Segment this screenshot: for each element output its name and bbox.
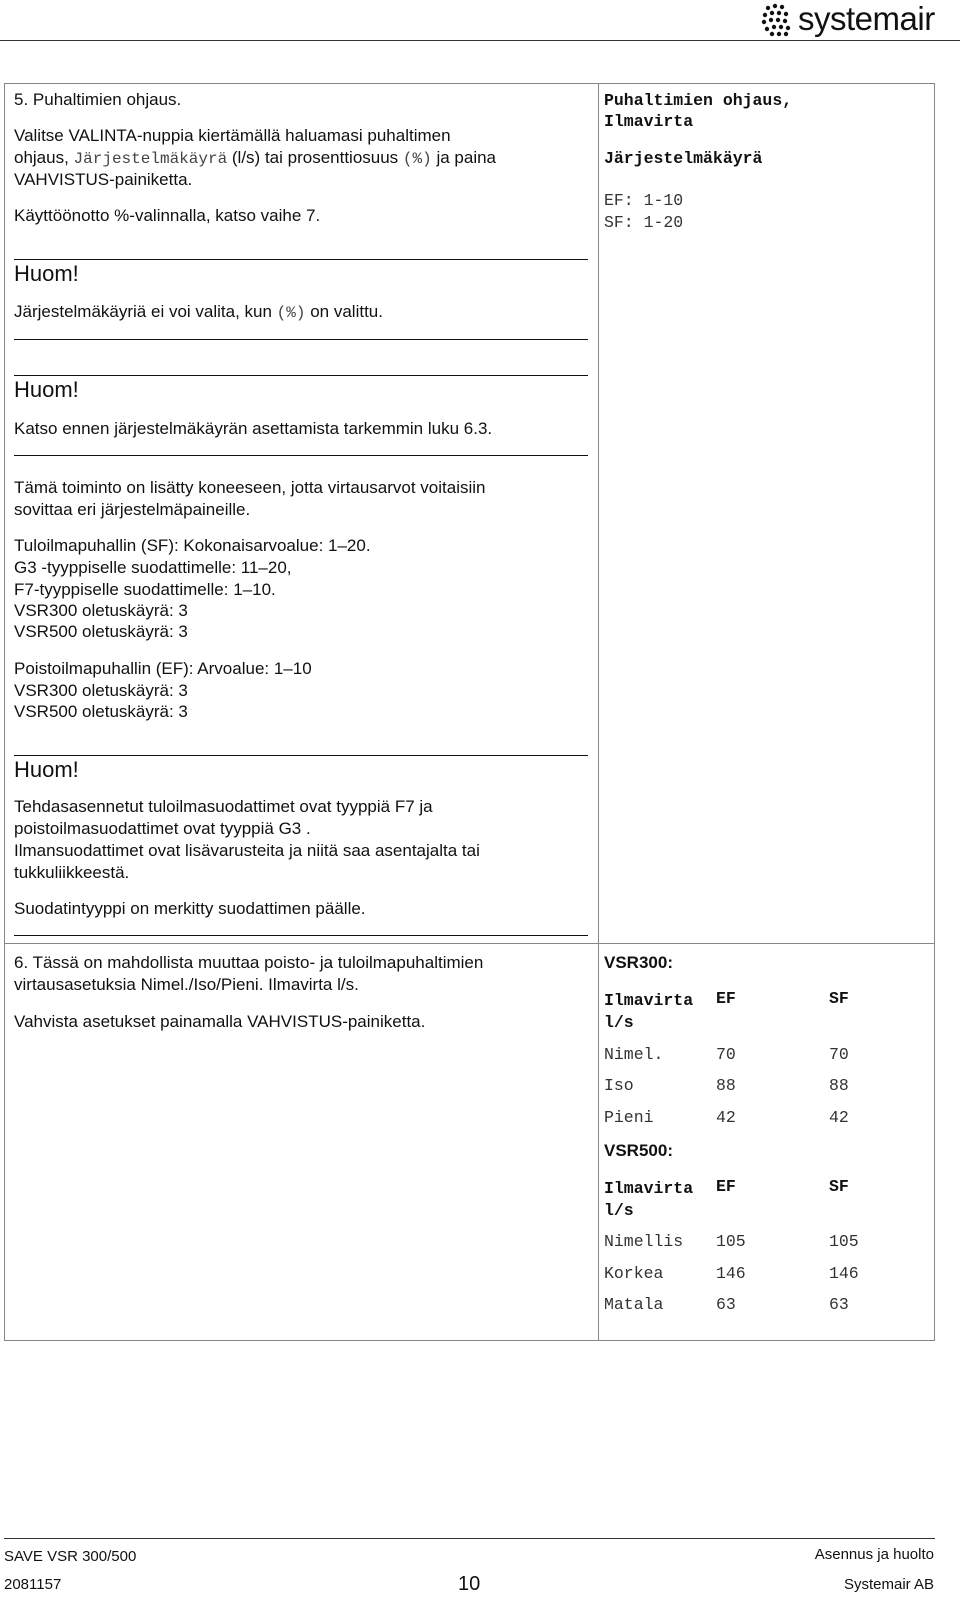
text: ja paina xyxy=(431,148,497,167)
vsr500-head-unit: l/s xyxy=(604,1201,634,1220)
text: Järjestelmäkäyriä ei voi valita, kun xyxy=(14,302,277,321)
code-text: (%) xyxy=(402,150,432,168)
note3-line4: tukkuliikkeestä. xyxy=(14,863,130,882)
note-rule xyxy=(14,935,588,936)
sf-line5: VSR500 oletuskäyrä: 3 xyxy=(14,622,188,641)
text: (l/s) tai prosenttiosuus xyxy=(227,148,403,167)
vsr300-row-label: Iso xyxy=(604,1076,634,1095)
note3-line3: Ilmansuodattimet ovat lisävarusteita ja niitä saa asentajalta tai xyxy=(14,841,480,860)
note-rule xyxy=(14,755,588,756)
step6-line1: 6. Tässä on mahdollista muuttaa poisto- ja tuloilmapuhaltimien xyxy=(14,953,484,972)
text: on valittu. xyxy=(305,302,383,321)
ef-line1: Poistoilmapuhallin (EF): Arvoalue: 1–10 xyxy=(14,659,312,678)
logo-text: systemair xyxy=(798,0,935,37)
ef-line2: VSR300 oletuskäyrä: 3 xyxy=(14,681,188,700)
step5-heading: 5. Puhaltimien ohjaus. xyxy=(14,90,182,109)
vsr500-row-ef: 105 xyxy=(716,1232,746,1251)
step5-para1-line1: Valitse VALINTA-nuppia kiertämällä haluamasi puhaltimen xyxy=(14,126,451,145)
display-line4: EF: 1-10 xyxy=(604,191,684,210)
vsr300-title: VSR300: xyxy=(604,953,673,972)
vsr500-row-sf: 146 xyxy=(829,1264,859,1283)
step5-para1-line2 xyxy=(14,147,496,170)
display-line1: Puhaltimien ohjaus, xyxy=(604,91,793,110)
vsr300-head-sf: SF xyxy=(829,989,849,1008)
vsr500-row-ef: 63 xyxy=(716,1295,736,1314)
vsr500-row-label: Korkea xyxy=(604,1264,664,1283)
vsr300-row-sf: 88 xyxy=(829,1076,849,1095)
logo-dots-icon xyxy=(760,2,798,38)
footer-doc-number: 2081157 xyxy=(4,1576,62,1593)
vsr500-row-label: Nimellis xyxy=(604,1232,684,1251)
note1-title: Huom! xyxy=(14,261,79,286)
vsr300-row-ef: 42 xyxy=(716,1108,736,1127)
code-text: Järjestelmäkäyrä xyxy=(73,150,228,168)
note3-title: Huom! xyxy=(14,757,79,782)
sf-line3: F7-tyyppiselle suodattimelle: 1–10. xyxy=(14,580,276,599)
footer-rule xyxy=(4,1538,935,1539)
vsr300-head-ef: EF xyxy=(716,989,736,1008)
vsr500-row-ef: 146 xyxy=(716,1264,746,1283)
header-rule xyxy=(0,40,960,41)
note-rule xyxy=(14,455,588,456)
vsr500-title: VSR500: xyxy=(604,1141,673,1160)
footer-model: SAVE VSR 300/500 xyxy=(4,1548,137,1565)
row-divider xyxy=(4,943,935,944)
footer-company: Systemair AB xyxy=(843,1576,934,1593)
note3-line1: Tehdasasennetut tuloilmasuodattimet ovat tyyppiä F7 ja xyxy=(14,797,433,816)
note-rule xyxy=(14,259,588,260)
sf-line4: VSR300 oletuskäyrä: 3 xyxy=(14,601,188,620)
vsr300-row-ef: 88 xyxy=(716,1076,736,1095)
footer-section: Asennus ja huolto xyxy=(814,1546,934,1563)
display-line5: SF: 1-20 xyxy=(604,213,684,232)
info-line1: Tämä toiminto on lisätty koneeseen, jotta virtausarvot voitaisiin xyxy=(14,478,486,497)
vsr300-row-label: Pieni xyxy=(604,1108,654,1127)
note3-line2: poistoilmasuodattimet ovat tyyppiä G3 . xyxy=(14,819,311,838)
note1-text xyxy=(14,301,383,324)
vsr500-row-label: Matala xyxy=(604,1295,664,1314)
note-rule xyxy=(14,375,588,376)
step6-line3: Vahvista asetukset painamalla VAHVISTUS-painiketta. xyxy=(14,1012,426,1031)
note2-text: Katso ennen järjestelmäkäyrän asettamista tarkemmin luku 6.3. xyxy=(14,419,493,438)
sf-line1: Tuloilmapuhallin (SF): Kokonaisarvoalue: 1–20. xyxy=(14,536,371,555)
vsr300-head-unit: l/s xyxy=(604,1013,634,1032)
column-divider-bottom xyxy=(598,943,599,1341)
vsr300-row-label: Nimel. xyxy=(604,1045,664,1064)
vsr500-head-ef: EF xyxy=(716,1177,736,1196)
info-line2: sovittaa eri järjestelmäpaineille. xyxy=(14,500,251,519)
note3-line5: Suodatintyyppi on merkitty suodattimen päälle. xyxy=(14,899,366,918)
step5-para2: Käyttöönotto %-valinnalla, katso vaihe 7. xyxy=(14,206,321,225)
ef-line3: VSR500 oletuskäyrä: 3 xyxy=(14,702,188,721)
code-text: (%) xyxy=(276,304,306,322)
vsr500-row-sf: 63 xyxy=(829,1295,849,1314)
vsr500-head-airflow: Ilmavirta xyxy=(604,1179,694,1198)
page-number: 10 xyxy=(458,1573,481,1595)
vsr500-row-sf: 105 xyxy=(829,1232,859,1251)
vsr300-head-airflow: Ilmavirta xyxy=(604,991,694,1010)
text: ohjaus, xyxy=(14,148,74,167)
step6-line2: virtausasetuksia Nimel./Iso/Pieni. Ilmavirta l/s. xyxy=(14,975,359,994)
display-line2: Ilmavirta xyxy=(604,112,694,131)
sf-line2: G3 -tyyppiselle suodattimelle: 11–20, xyxy=(14,558,292,577)
vsr300-row-sf: 42 xyxy=(829,1108,849,1127)
vsr500-head-sf: SF xyxy=(829,1177,849,1196)
vsr300-row-ef: 70 xyxy=(716,1045,736,1064)
note-rule xyxy=(14,339,588,340)
vsr300-row-sf: 70 xyxy=(829,1045,849,1064)
display-line3: Järjestelmäkäyrä xyxy=(604,149,763,168)
note2-title: Huom! xyxy=(14,377,79,402)
systemair-logo xyxy=(760,2,950,38)
column-divider-top xyxy=(598,83,599,943)
step5-para1-line3: VAHVISTUS-painiketta. xyxy=(14,170,193,189)
